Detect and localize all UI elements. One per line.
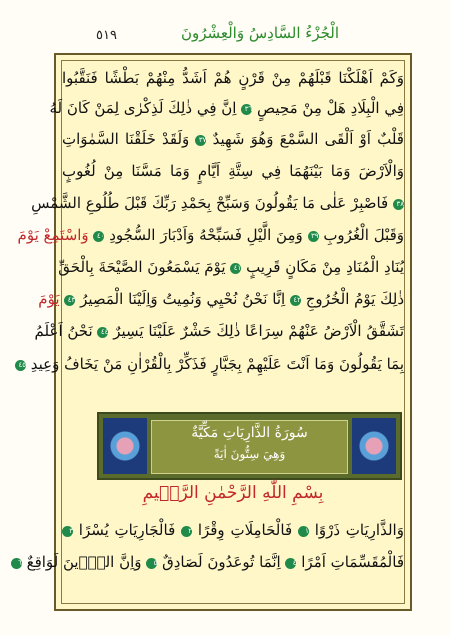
ayah-marker: ٣٨	[393, 199, 404, 210]
surah-line-2-text-c: وَاِنَّ الدّ۪ينَ لَوَاقِعٌ	[26, 553, 142, 571]
ayah-marker: ٣٦	[241, 104, 252, 115]
page-header	[0, 22, 450, 52]
line-6-text-a: وَقَبْلَ الْغُرُوبِ	[323, 226, 404, 244]
surah-banner	[97, 412, 402, 480]
surah-line-2-text-b: اِنَّمَا تُوعَدُونَ لَصَادِقٌ	[162, 553, 281, 571]
surah-title-box	[151, 420, 348, 474]
surah-line-1-text-c: فَالْجَارِيَاتِ يُسْرًا	[78, 521, 176, 539]
line-8-text-b: اِنَّا نَحْنُ نُحْيِي وَنُمِيتُ وَاِلَيْنَا الْمَصِيرُ	[80, 290, 286, 308]
surah-line-1-text-b: فَالْحَامِلَاتِ وِقْرًا	[197, 521, 293, 539]
line-2-text-b: اِنَّ فِي ذٰلِكَ لَذِكْرٰى لِمَنْ كَانَ لَهُ	[49, 99, 237, 117]
juz-title: الْجُزْءُ السَّادِسُ وَالْعِشْرُونَ	[180, 24, 340, 42]
line-2	[49, 99, 404, 117]
ayah-marker: ٤١	[230, 263, 241, 274]
ornament-panel-left	[103, 418, 147, 474]
ayah-marker: ٤٤	[97, 327, 108, 338]
ayah-marker: ٤٠	[93, 231, 104, 242]
surah-line-2-text-a: فَالْمُقَسِّمَاتِ اَمْرًا	[301, 553, 404, 571]
ornament-panel-right	[352, 418, 396, 474]
line-5-text: فَاصْبِرْ عَلٰى مَا يَقُولُونَ وَسَبِّحْ بِحَمْدِ رَبِّكَ قَبْلَ طُلُوعِ الشَّمْسِ	[31, 194, 389, 212]
floral-ornament-icon	[109, 428, 141, 464]
line-1	[62, 69, 404, 87]
ayah-marker: ١	[298, 526, 309, 537]
line-4-text: وَالْاَرْضَ وَمَا بَيْنَهُمَا فِي سِتَّةِ اَيَّامٍ وَمَا مَسَّنَا مِنْ لُغُوبٍ	[62, 162, 404, 180]
line-5	[31, 194, 404, 212]
line-9	[34, 322, 404, 340]
line-3-text-b: وَلَقَدْ خَلَقْنَا السَّمٰوَاتِ	[62, 130, 190, 148]
ayah-marker: ٤٢	[290, 295, 301, 306]
ayah-marker: ٥	[146, 558, 157, 569]
ayah-marker: ٤٣	[64, 295, 75, 306]
surah-line-1	[62, 521, 404, 539]
line-1-text: وَكَمْ اَهْلَكْنَا قَبْلَهُمْ مِنْ قَرْنٍ هُمْ اَشَدُّ مِنْهُمْ بَطْشًا فَنَقَّبُوا	[62, 69, 404, 87]
surah-line-2	[18, 553, 404, 571]
line-8-text-a: ذٰلِكَ يَوْمُ الْخُرُوجِ	[305, 290, 404, 308]
line-3-text-a: قَلْبٌ اَوْ اَلْقَى السَّمْعَ وَهُوَ شَهِيدٌ	[212, 130, 404, 148]
line-10	[18, 355, 404, 373]
floral-ornament-icon	[358, 428, 390, 464]
surah-line-1-text-a: وَالذَّارِيَاتِ ذَرْوًا	[314, 521, 404, 539]
ayah-marker: ٣	[62, 526, 73, 537]
line-6-text-c: وَاسْتَمِعْ يَوْمَ	[17, 226, 89, 244]
ayah-marker: ٤٥	[15, 360, 26, 371]
ayah-marker: ٢	[181, 526, 192, 537]
line-10-text: بِمَا يَقُولُونَ وَمَا اَنْتَ عَلَيْهِمْ بِجَبَّارٍ فَذَكِّرْ بِالْقُرْاٰنِ مَنْ يَخَافُ وَعِيدِ	[30, 355, 404, 373]
line-7-text-b: يَوْمَ يَسْمَعُونَ الصَّيْحَةَ بِالْحَقِّ	[58, 258, 226, 276]
line-6-text-b: وَمِنَ الَّيْلِ فَسَبِّحْهُ وَاَدْبَارَ السُّجُودِ	[109, 226, 303, 244]
line-9-text-a: تَشَقَّقُ الْاَرْضُ عَنْهُمْ سِرَاعًا ذٰلِكَ حَشْرٌ عَلَيْنَا يَسِيرٌ	[113, 322, 404, 340]
ayah-marker: ٣٩	[308, 231, 319, 242]
line-7	[58, 258, 404, 276]
line-4	[62, 162, 404, 180]
line-9-text-b: نَحْنُ اَعْلَمُ	[34, 322, 93, 340]
surah-subtitle: وَهِيَ سِتُّونَ اٰيَةً	[213, 447, 286, 461]
line-8-text-c: يَوْمَ	[38, 290, 60, 308]
ayah-marker: ٤	[285, 558, 296, 569]
line-6	[17, 226, 404, 244]
line-7-text-a: يُنَادِ الْمُنَادِ مِنْ مَكَانٍ قَرِيبٍ	[246, 258, 404, 276]
basmala: بِسْمِ اللّٰهِ الرَّحْمٰنِ الرَّح۪يمِ	[142, 483, 324, 503]
line-2-text-a: فِي الْبِلَادِ هَلْ مِنْ مَحِيصٍ	[257, 99, 404, 117]
line-3	[62, 130, 404, 148]
surah-title: سُورَةُ الذَّارِيَاتِ مَكِّيَّةٌ	[191, 425, 308, 441]
page-number: ٥١٩	[96, 28, 117, 43]
line-8	[38, 290, 404, 308]
ayah-marker: ٦	[11, 558, 22, 569]
ayah-marker: ٣٧	[195, 135, 206, 146]
